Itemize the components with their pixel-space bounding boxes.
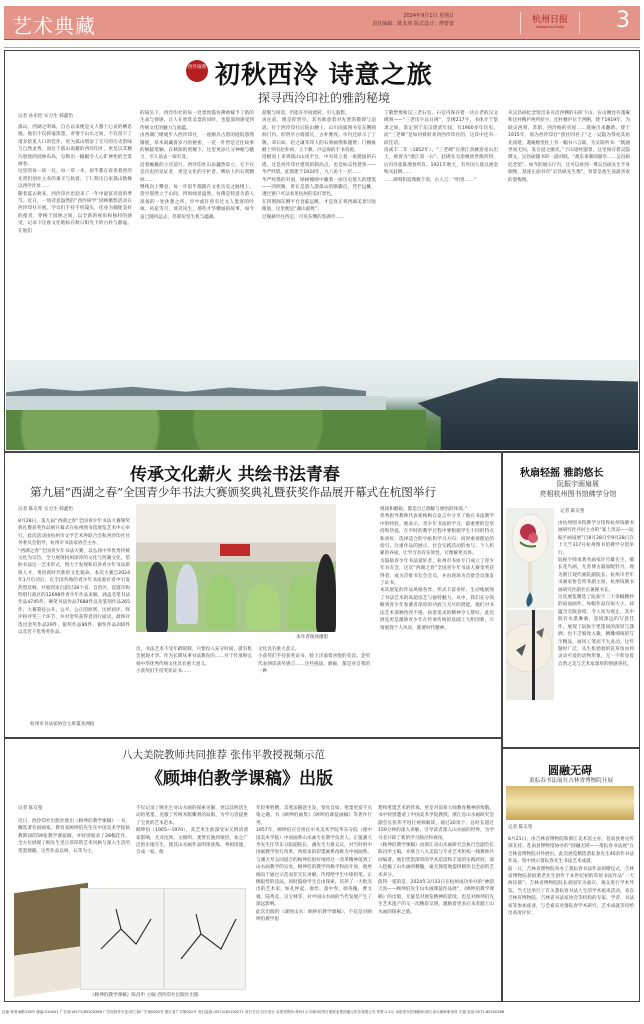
story3-subheadline-1: 阮振宇画扇展 bbox=[557, 480, 599, 488]
story4-headline: 《顾坤伯教学课稿》出版 bbox=[146, 769, 333, 789]
museum-exhibition-photo bbox=[506, 786, 634, 820]
story1-subheadline: 探寻西泠印社的雅韵秘境 bbox=[258, 91, 391, 105]
story2-headline: 传承文化薪火 共绘书法青春 bbox=[130, 465, 340, 485]
story4-column-2: 不仅记录了顾先生对山水画的探索见解，更以其鲜活生动的笔墨，克服了传统木版雕刻的局限，为学习者提供了宝贵的艺术范本。 顾坤伯（1905—1970），其艺术生涯深受宋元明清诸家影响，尤对沈周、文徵明、龚贤有独到领悟，加之广泛的实地写生，使其山水画作品明净洗练、秀树清逸，自成一家。他 bbox=[136, 806, 248, 856]
story5-body: 8月21日，由吉林省博物院和浙江美术馆主办、苍南县委宣传部支持、苍南县博物馆协办的“圆融无碍——萧耘春书法展”在吉林省博物院对外展出。此次展览精选萧耘春先生40余件书法作品，集中展示萧耘春先生书法艺术成就。 前一日，吉林省博物院举办了萧耘春书法作品捐赠仪式，吉林省博物院获捐萧老先生创作于本世纪初的草原书法作品“一天两岸联”。吉林省博物院院长刘国军为嘉宾、观众进行学术导览。当天还举行了有关萧耘春书法人生的学术座谈活动，来自吉林省博物院、吉林省书法家协会等机构的专家、学者、书法家等参加座谈，与会嘉宾对萧耘春学术研究、艺术成就等均给出高度评价。 bbox=[508, 837, 634, 917]
header-divider bbox=[4, 47, 640, 48]
page-footer: 社址:体育场路218号 邮编:310041 广告部:(0571)85100286 广告经营许可证:浙工商广字第0002号 浙江省广字第002号 发行监督:(0571)85100271 发行方式:自办发行 本报零售价:每份1元 印刷:杭州日报报业集团盛元印务有限公司 零售:1.5元 本报常年法律顾问:浙江泽大律师事务所 方超 电话:0571-85100286 bbox=[2, 1010, 505, 1014]
story1-column-4: 丁敬塑像和汉三老石室。石室内保存着一块古老的汉文碑刻——“三老讳字忌日碑”，全碑217字，书体介于篆隶之间，鉴定刻于东汉建武年间，有1900多年历史。而“三老碑”是如何被转来到西泠印社的，这其中还有一段佳话。 清咸丰二年（1852年），“三老碑”在浙江余姚客星山出土，被誉为“浙江第一石”。此碑先为余姚周世熊所得，后归丹徒陈渔春所有。1921年秋天，有外国人欲以重金购买此碑…… ……碑刻和造像数千余，古人云：“明善……” bbox=[384, 111, 498, 183]
page-header bbox=[4, 6, 520, 40]
story5-byline: 记者 陈友堃 bbox=[508, 825, 533, 830]
plum-branch-drawing bbox=[81, 889, 247, 989]
story5-headline: 圆融无碍 bbox=[548, 764, 592, 777]
issue-date: 2024年9月1日 星期日 bbox=[403, 13, 454, 19]
story4-column-4: 想和笔墨艺术的传承，更是对前辈大师教育精神的致敬。书中特别邀请了中国美术学院教授、浙江省山水画研究会副会长张伟平进行视频解读，通过20余个、总时长超过150分钟的深入讲解，引导读者深入山水画的世界，为学习者开辟了新的学习路径和视角。 《顾坤伯教学课稿》由浙江省山水画研究会执行会副会长陈昌申主编，并联合八大美院与专业艺术机构一线教师共同编著。他们凭借深厚的学术造诣和丰富的实践经验，深入挖掘了山水画的精髓，毫无保留地提供朝你且全面的艺术养分。 值得一提的是，2024年3月22日在杭州成功举办的“神韵天真——顾坤伯先生山水画课徒作品展”，《顾坤伯教学课稿》的出版，无疑是对展览精神的延续，也是对顾坤伯先生艺术遗产的又一次精彩呈现，激励着更多后来者踏上山水画的探索之旅。 bbox=[378, 806, 494, 915]
story1-column-3: 超脱与闲适，仍能在亭间流转，引人遐想。 再往前，便是仰贤亭，其名寓意着对先贤的敬仰与追思。位于西泠印社后院山腰上，山川雨露图书室东侧圆洞门内。仰贤亭白墙黛瓦，古朴雅致。亭内还原示了丁敬、邓石如、赵之谦等印人的石刻画像和题赞；门楣匾额上则有赵朴初、王个簃、沙孟海的手书真迹。 拾级而上来到孤山山顶平台，中央耸立着一座挺拔的石塔，这是西泠印社建筑的制高点，也是标志性建筑——华严经塔。此塔建于1924年，九八角十一层…… 华严经塔的对面，绿树掩映中藏着一座历史悠久的建筑——四照阁，曾在是游人游孤山的歇脚点，凭栏远眺，透过窗户可以看见杭州的美好景色。 在四照阁东侧平台登临远眺，才是真正将西湖美景尽收眼底，这里便是“湖山最胜”。 过剔藓亭往西走，可见东侧的鉴湖亭…… bbox=[262, 111, 376, 220]
story5-subheadline: 萧耘春书法展在吉林省博物院开展 bbox=[529, 778, 613, 784]
west-lake-photo bbox=[6, 360, 638, 450]
story2-column-3: 文化具有重大意义。 小获奖们手持获奖证书，脸上洋溢着喜悦的笑容。金奖代表朗读获奖感言……这些挑战、磨砺，都是对自我的一种 bbox=[258, 647, 370, 675]
header-meta bbox=[372, 12, 454, 28]
masthead-box bbox=[520, 6, 640, 40]
story1-headline: 初秋西泠 诗意之旅 bbox=[215, 60, 433, 89]
calligraphy-students-photo bbox=[136, 504, 336, 632]
book-cover-image bbox=[14, 883, 88, 997]
column-badge: 西泠镜像 bbox=[186, 60, 208, 82]
story2-closing-line: 杭州市书法家协会主席董亚洲指 bbox=[30, 722, 95, 727]
story4-column-1: 近日，西泠印社出版社推出《顾坤伯教学课稿》一书，精选著名国画家、教育家顾坤伯先生在中国美术学院执教期间的59张教学课徒稿，并特别收录了28幅佳作，全方位展现了顾先生堂正厚厚的艺术风格与深入生活的笔墨情趣。这些作品以树、石等为主， bbox=[18, 819, 130, 854]
section-title: 艺术典藏 bbox=[12, 14, 96, 38]
story2-column-2: 出，书法艺术不受年龄限制，只要投入充分时间，就有机会展现才华。作为长期从事书法教育的……对于传承和弘扬中华优秀传统文化具有重大意义。 小获奖们手持奖状证书…… bbox=[136, 647, 252, 675]
story1-column-2: 的镜头下，西泠印社的每一处景致都仿佛被赋予了新的生命与情感，让人在欣赏美景的同时，也能深刻感受到传统文化的魅力与底蕴。 由西湖门缓缓步入西泠印社，一座颇具古韵的庭院悠然铺展，草木间藏着岁月的秘密，一花一叶皆是过往故事的细腻笔触。在秋阳的照耀下，这里更添几分神秘与魅力，引人前去一探究竟。 沿着蜿蜒的小径前行，西泠印社石坊巍然耸立，它不仅是历史的见证者，更是文化的守护者。牌坊上的石刻精妙…… 继续向上攀登，每一步似乎都踏在文化历史之脉络上。莲亭悠然立于山间，四周绿意盎然，仿佛是特意为游人准备的一处休憩之所。亭中或许曾有过文人墨客的吟咏，风花雪月，谈笑风生，那些才华横溢的故事，如今虽已随风远去，但那份坚生机与蕴藉。 bbox=[140, 111, 254, 220]
story4-kicker: 八大美院教师共同推荐 张伟平教授视频示范 bbox=[122, 749, 325, 761]
story2-byline: 记者 陈友堃 实习生 韩鑫怡 bbox=[18, 507, 73, 512]
story2-photo-caption: 本作者现场摄影 bbox=[296, 635, 329, 640]
story2-column-4: 挑战和磨砺，都是自己理解与感悟的体现。” 优秀指导教师代表崔梅梅在发言中分享了他在书法教学中的经验。他表示，青少年书法的学习，最重要的是坚持和热爱，在平时的教学过程中要根据学生不同的特点和喜好，选择适合的字帖和学习方向；同时重视理论的指引、注重作品的展示、社会实践活动的参与、个人积累的养成，让学习具有实效性，让理解更具体。 为鼓励青少年书法爱好者，杭州市书协专门成立了青少年书友会，这次“西湖之春”全国青少年书法大赛金奖获得者，成为首批书友会会员，并由现场为首批会员颁发了证书。 本次展览的作品风格各异、形式丰富多样，生动地展现了书法艺术的高超技艺与独特魅力。从中，我们充分领略到青少年参赛者深厚的功底与无尽的潜能。他们对书法艺术那种孜孜不倦、执着追求的精神令人赞叹。此次展览更是激励青少年在传承传统的基础上大胆创新，尽情展现个人风采，都要时代精神。 bbox=[380, 507, 494, 631]
story3-byline: 记者 陈友堃 bbox=[560, 509, 585, 514]
story1-column-5: 从吴昌硕纪念馆出来可沿西侧的石阶下山，在山腰处有遁庵和还朴精庐两所屋宇。还朴精庐位于西侧，建于1919年，为联吴西刻、苏珺、西泠杨的旁屋……遁庵出来翻新，建于1915年，原为西泠印社“创社四君子”之一吴隐为祭祀其祖先而建。遁庵檐堂柱上有一幅书六言联，为吴阳所书：“既通世而无闷，发吾道之幽光。”下山途经题景，这里保存着吴隐撰文、吴昌硕题书的一副对联。“观乐垂制阅器亭……吴昌硕纪念馆”。如今的展示厅内，还可以看到一尊吴昌硕先生半身铜像，基座正面书有“吴昌硕先生像”，背景是他生前最喜欢的墨梅图。 bbox=[508, 111, 630, 183]
story4-photo-caption: 《顾坤伯教学课稿》陈昌申 主编 西泠印社出版社出版 bbox=[90, 993, 199, 998]
story4-byline: 记者 陈友堃 bbox=[18, 806, 43, 811]
page-number: 3 bbox=[616, 8, 630, 33]
newspaper-logo: 杭州日报 Hangzhou Daily bbox=[520, 12, 580, 34]
photo-trees bbox=[6, 410, 426, 450]
editors-credit: 责任编辑：陈友堃 版式设计：傅蕾蕾 bbox=[372, 21, 454, 27]
story3-headline: 秋扇轻摇 雅韵悠长 bbox=[520, 468, 604, 479]
story3-subheadline-2: 亮相杭州图书馆佛学分馆 bbox=[539, 490, 617, 498]
story1-byline: 记者 孙乐怡 实习生 韩鑫怡 bbox=[18, 114, 73, 119]
story2-column-1: 8月28日，第九届“西湖之春”全国青少年书法大赛颁奖典礼暨获奖作品展开幕式在杭州图书馆展览艺术中心举行。此次活动由杭州市文学艺术界联合会和西泠印社社务委员会指导，杭州市书法家协会主办。 “西湖之春”全国青少年书法大赛，以弘扬中华优秀传统文化为宗旨，全力展现杭州深厚的文化与西湖文化，借助书法这一艺术形式，致力于发现和培养青少年书法新锐人才，勇担新时代新的文化使命。本次大赛自2024年1月启动后，在全国各地的青少年书法爱好者中引发热烈反响。共收到来自超过28个省、自治区、直辖市和特别行政区的12698件青少年作品来稿，涵盖毛笔书法作品4745件、硬笔书法作品7688件以及篆刻作品265件。大赛秉持公开、公平、公正的原则，历经初评、终评和评奖三个环节，并对金奖获得者进行面试，最终评选出金奖作品29件、银奖作品80件、铜奖作品200件以及若干优秀奖作品。 bbox=[18, 519, 130, 636]
photo-pavilion-roof bbox=[406, 378, 638, 450]
story4-column-3: 年轻事胜精，其笔法随意生发，变化自如，笔墨更富手点染之趣。有《顾坤伯画集》《顾坤伯课徒画稿》等著作行世。 1957年，顾坤伯应召担任中央美术学院华东分院（现中国美术学院）中国画系山水画专业教学负责人。正值潘天寿先生任华东分院副院长，潘先生力排众议，对当时的中国画教学进行改革，将原来的彩墨画系改称为中国画系。与潘天寿志同道合的顾坤伯很好地将这一改革精神落到了山水画教学的实处。顾坤伯的教学风格平和而开放，他更倾向于通过示范而非冗长讲解，传授给学生中锋用笔、正侧取势的技法。同时鼓励学生自由探索，培养了一大批杰出的艺术家，如孔仲起、俞丝、童中焘、徐英槐、曹文驰、陆秀竞、吴宝林等，对中国山水画的当代发展产生了深远影响。 此次出版的《课图山水：顾坤伯教学课稿》，不仅是对顾坤伯教学思 bbox=[256, 806, 372, 923]
story2-subheadline: 第九届“西湖之春”全国青少年书法大赛颁奖典礼暨获奖作品展开幕式在杭图举行 bbox=[30, 485, 437, 499]
story1-column-1: 孤山，西湖之明珠，自古以来便是文人雅士心灵的栖息地。他们不仅挥毫泼墨，寄情于山水之间，不仅留下了诸多脍炙人口的佳作，更为孤山增添了无尽的历史韵味与自然灵秀。而位于孤山南麓的西泠印社，更是以其精巧别致的园林布局，勾勒出一幅幅令人心旷神怡的全景画卷。 这里的每一砖一瓦、每一草一木，似乎都在诉说着西泠先贤们创社立业的艰辛与执着。丁仁辉出自家孤山数椽以西泠社址…… 随着夏去秋来，西泠印社也迎来了一年中最富诗意的季节。近日，一场诗意盎然的“西泠研学”园林摄影活动在西泠印社开展。学员们手持手机镜头，化身为捕捉美好的使者，穿梭于园林之间，以全新的视角和独特的感受，记录下这座文化地标在秋日阳光下的古朴与静谧。在他们 bbox=[18, 125, 132, 234]
open-book-image bbox=[80, 888, 246, 990]
story3-body: 由杭州图书馆佛学分馆和杭州钱塘书画研究社共同主办的“案上清凉——阮振宇画扇展”自8月28日至9月28日在上天竺317号杭州图书馆佛学分馆举行。 阮振宇师承著名画家许竹雄先生，擅长花鸟画，尤善博古器皿配牡丹。现为浙江现代画院副院长、杭州市老年书画家协会常务副主席、杭州钱塘书画研究社副社长兼秘书长。 这次展览精选了阮振宇二十余幅精妙的扇面画作，每幅作品仅扇大小，却蕴含无限意境，令人叹为观止。其中既有水墨淋漓、意境深远的写意佳作，展现了阮振宇笔墨间的深厚与潇洒；也不乏细致入微、精雕细琢的写生精品，画风工笔而不失灵动。这些题材广泛，从生机勃勃的花草鱼虫到灵动可爱的动物形象，无一不彰显着自然之美与艺术家深厚的情感寄托。 bbox=[558, 521, 634, 667]
